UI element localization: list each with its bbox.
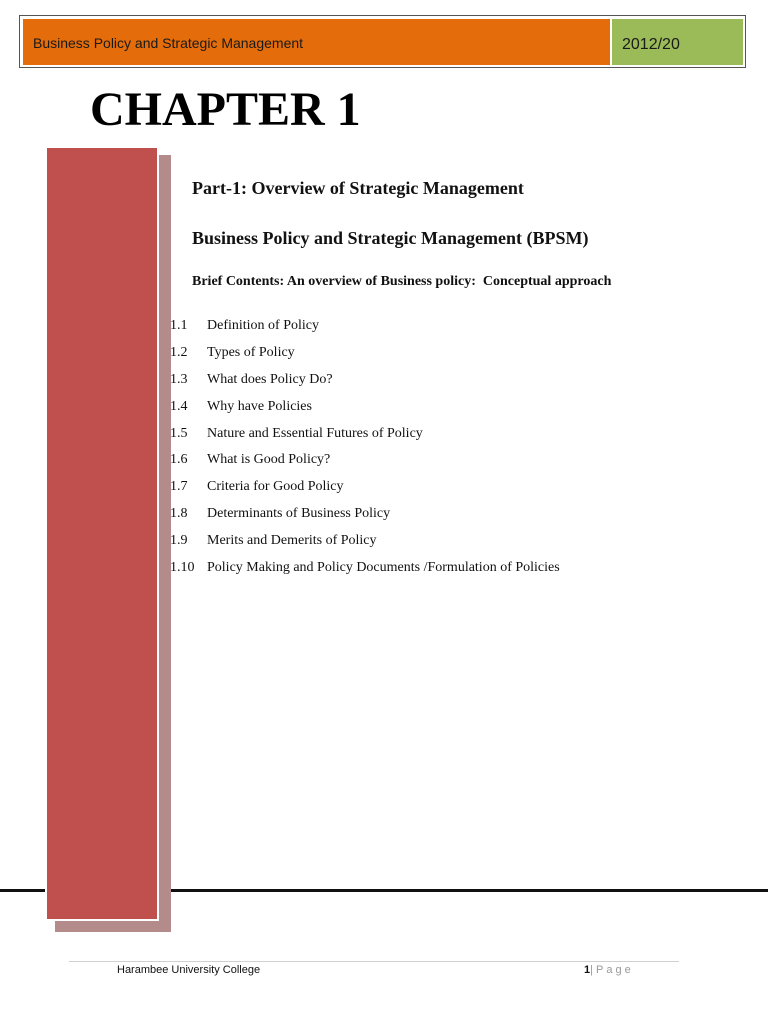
toc-item-number: 1.9	[170, 532, 188, 548]
table-of-contents	[170, 313, 560, 581]
toc-item	[170, 447, 560, 474]
toc-item	[170, 501, 560, 528]
toc-item-label: Types of Policy	[207, 345, 295, 361]
toc-item	[170, 367, 560, 394]
header-title: Business Policy and Strategic Management	[23, 19, 610, 65]
footer-institution: Harambee University College	[117, 964, 261, 976]
toc-item	[170, 554, 560, 581]
page-label: Page	[596, 964, 634, 976]
side-bar-decoration	[45, 146, 159, 921]
toc-item-number: 1.10	[170, 559, 195, 575]
toc-item-number: 1.7	[170, 479, 188, 495]
part-heading: Part-1: Overview of Strategic Management	[192, 178, 524, 198]
toc-item-label: Definition of Policy	[207, 318, 319, 334]
toc-item-number: 1.6	[170, 452, 188, 468]
toc-item-label: Criteria for Good Policy	[207, 479, 344, 495]
toc-item-label: Why have Policies	[207, 398, 312, 414]
toc-item-label: Policy Making and Policy Documents /Formulation of Policies	[207, 559, 560, 575]
toc-item	[170, 420, 560, 447]
toc-item-label: What is Good Policy?	[207, 452, 331, 468]
toc-item-label: Nature and Essential Futures of Policy	[207, 425, 423, 441]
page-separator: |	[590, 964, 593, 976]
brief-contents: Brief Contents: An overview of Business policy: Conceptual approach	[192, 274, 612, 289]
toc-item	[170, 313, 560, 340]
page-number: 1	[584, 964, 591, 976]
course-heading: Business Policy and Strategic Management (BPSM)	[192, 228, 589, 248]
toc-item-number: 1.2	[170, 345, 188, 361]
toc-item-label: Determinants of Business Policy	[207, 505, 391, 521]
toc-item-number: 1.8	[170, 505, 188, 521]
toc-item-number: 1.4	[170, 398, 188, 414]
footer-page-info	[584, 964, 634, 976]
header-year: 2012/20	[612, 19, 743, 65]
toc-item	[170, 340, 560, 367]
toc-item-label: Merits and Demerits of Policy	[207, 532, 377, 548]
toc-item	[170, 393, 560, 420]
toc-item-number: 1.1	[170, 318, 188, 334]
chapter-title: CHAPTER 1	[90, 83, 361, 136]
toc-item-number: 1.5	[170, 425, 188, 441]
toc-item-label: What does Policy Do?	[207, 371, 333, 387]
toc-item	[170, 527, 560, 554]
toc-item	[170, 474, 560, 501]
footer-divider	[69, 961, 679, 962]
toc-item-number: 1.3	[170, 371, 188, 387]
